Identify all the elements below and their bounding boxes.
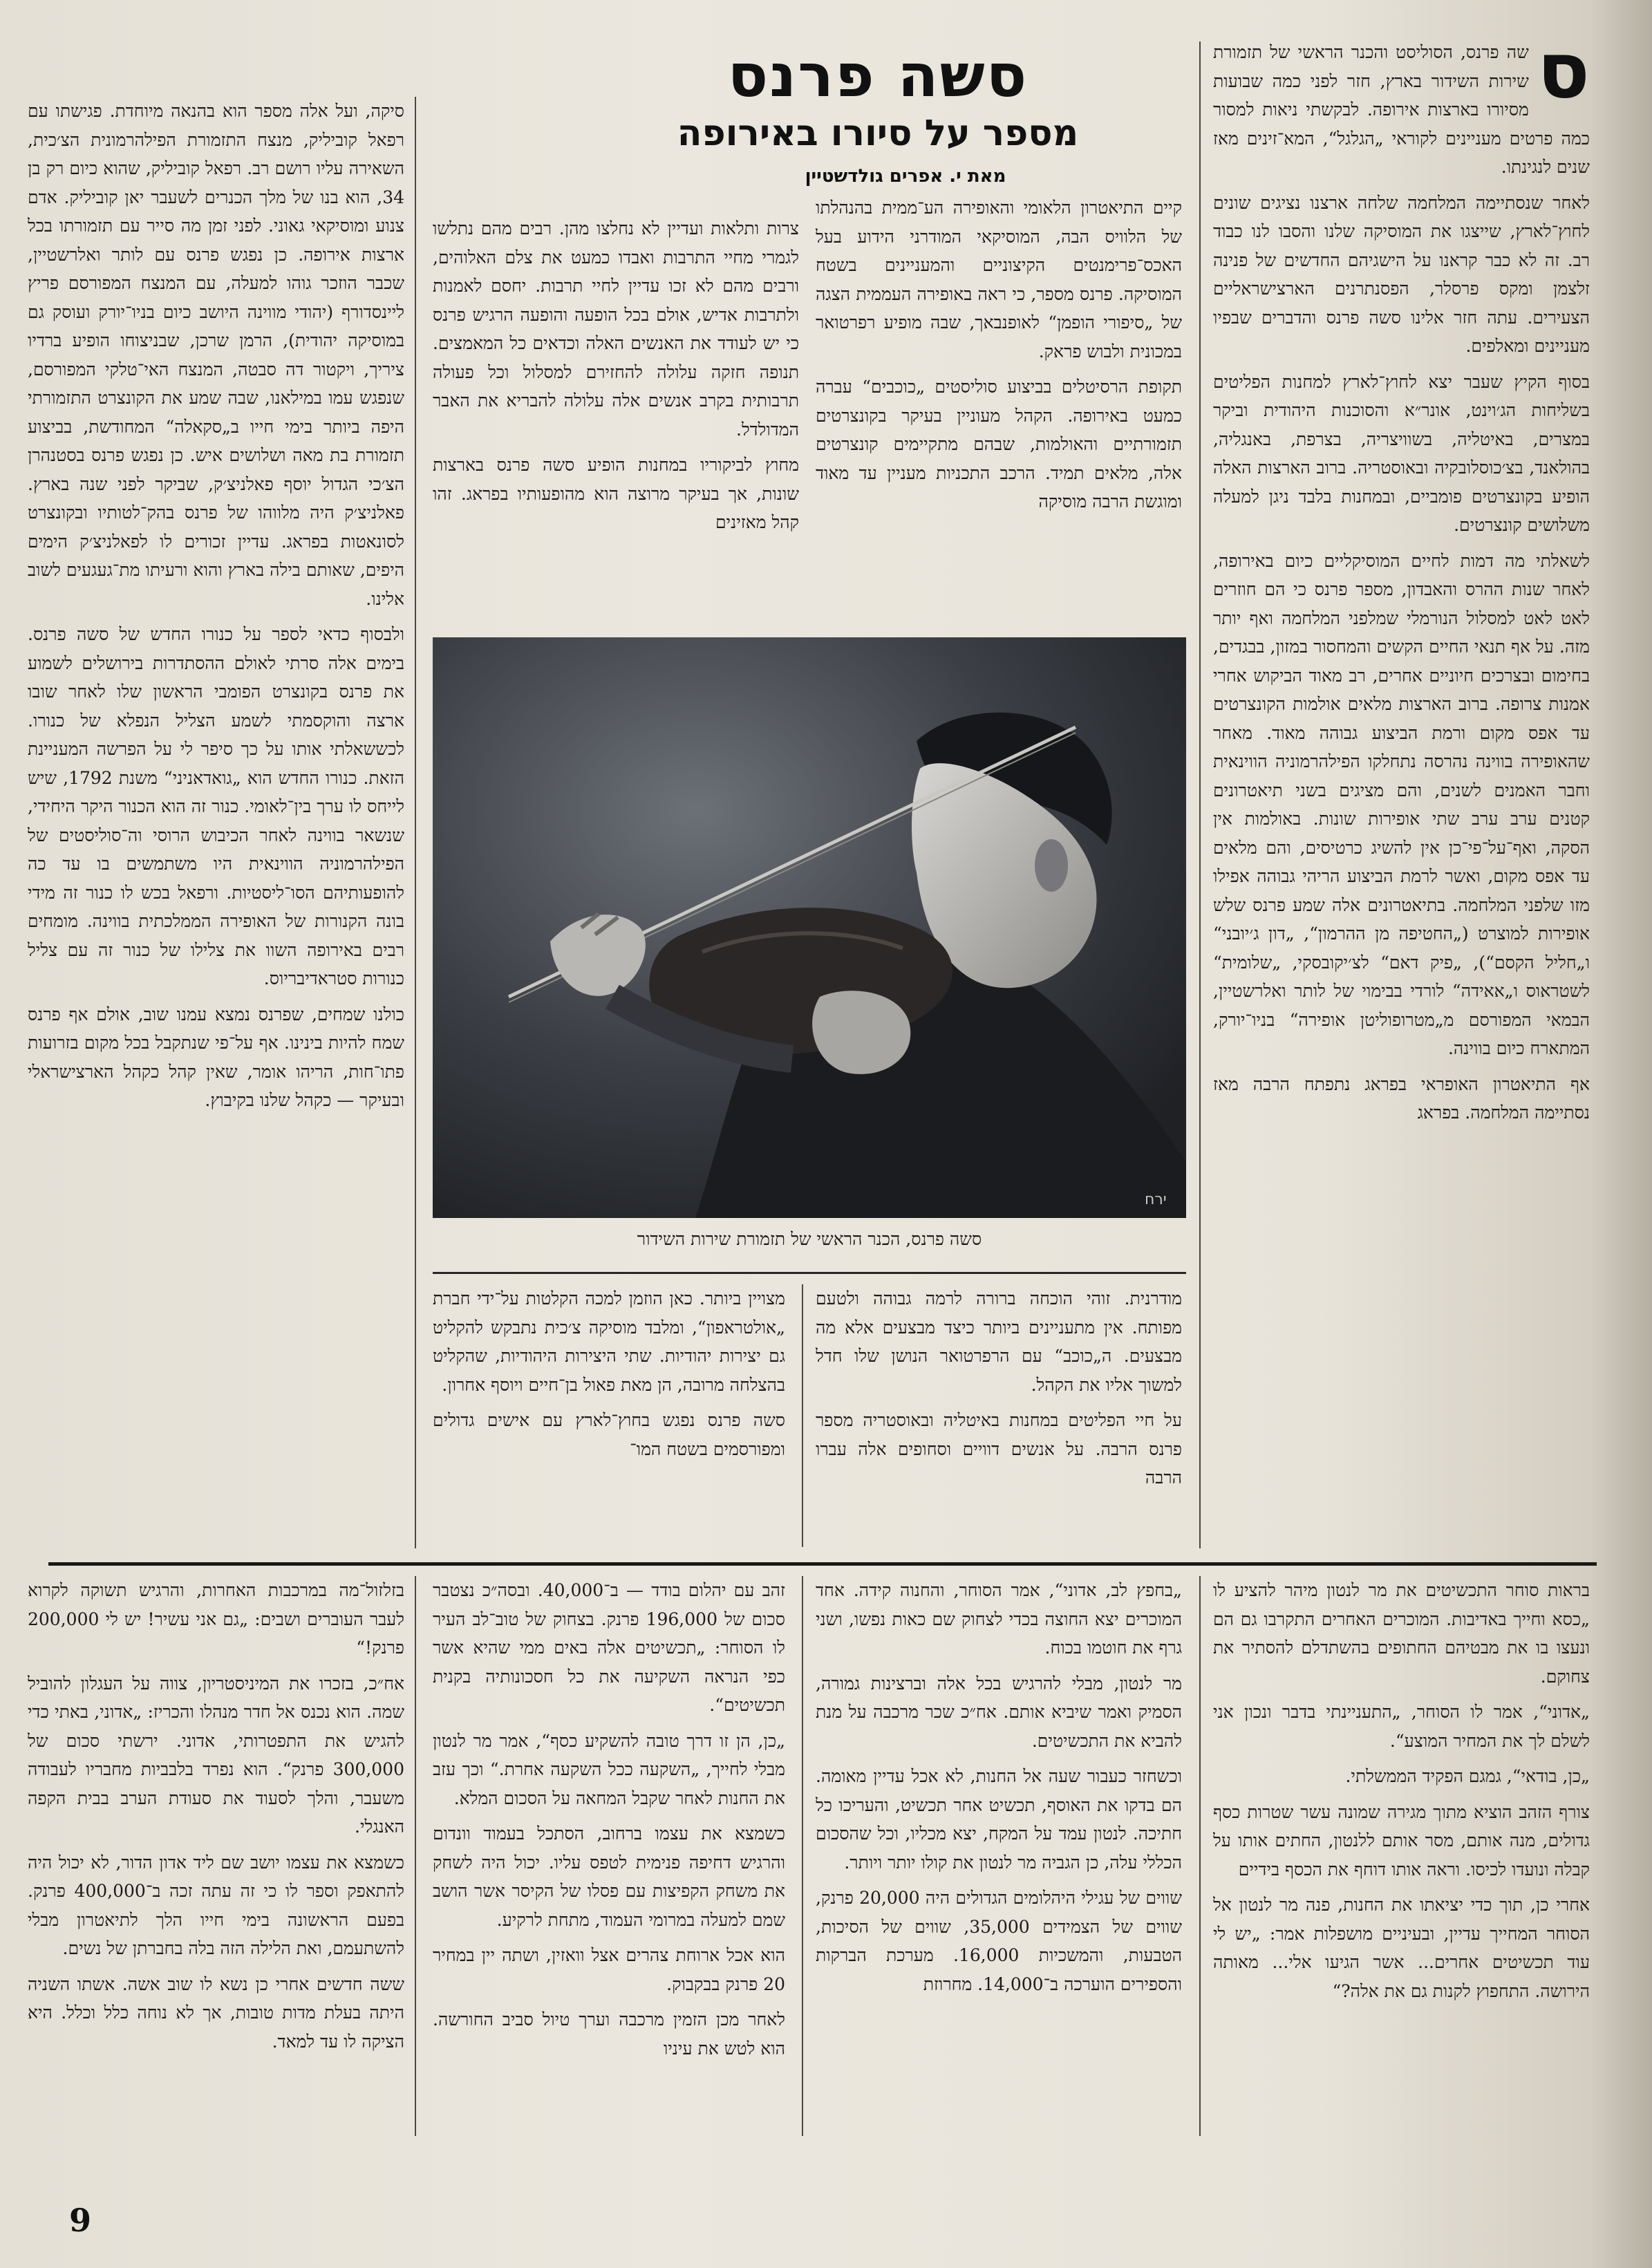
story-column-4 [28,1576,404,2143]
paragraph: בסוף הקיץ שעבר יצא לחוץ־לארץ למחנות הפליטים בשליחות הג׳וינט, אונר״א והסוכנות היהודית וביקר במצרים, באיטליה, בשוויצריה, בצרפת, באנגליה, בהולאנד, בצ׳כוסלובקיה ובאוסטריה. ברוב הארצות האלה הופיע בקונצרטים פומביים, ובמחנות בלבד ניגן למעלה משלושים קונצרטים. [1213,371,1590,535]
column-rule [1199,41,1201,1548]
article-byline: מאת י. אפרים גולדשטיין [805,166,1006,187]
page-number: 9 [69,2202,92,2239]
paragraph: קיים התיאטרון הלאומי והאופירה הע־ממית בהנהלתו של הלוויס הבה, המוסיקאי המודרני הידוע בעל האכס־פרימנטים הקיצוניים והמעניינים בשטח המוסיקה. פרנס מספר, כי ראה באופירה העממית הצגה של „סיפורי הופמן“ לאופנבאך, שבה מופיע רפרטואר במכונית ולבוש פראק. [816,198,1182,362]
paragraph: שה פרנס, הסוליסט והכנר הראשי של תזמורת שירות השידור בארץ, חזר לפני כמה שבועות מסיורו בארצות אירופה. לבקשתי ניאות למסור כמה פרטים מעניינים לקוראי „הגלגל“, המא־זינים מאז שנים לנגינתו. [1213,42,1590,177]
article-column-3 [433,214,799,629]
story-column-1 [1213,1576,1590,2143]
article-headline [581,41,1175,156]
caption-rule [433,1272,1186,1274]
paragraph: זהב עם יהלום בודד — ב־40,000. ובסה״כ נצטבר סכום של 196,000 פרנק. בצחוק של טוב־לב העיר לו הסוחר: „תכשיטים אלה באים ממי שהיא אשר כפי הנראה השקיעה את כל חסכונותיה בקנית תכשיטים“. [433,1580,785,1715]
paragraph: לאחר שנסתיימה המלחמה שלחה ארצנו נציגים שונים לחוץ־לארץ, שייצגו את המוסיקה שלנו והסבו לנו כבוד רב. זה לא כבר קראנו על הישגיהם החדשים של פנינה זלצמן ומקס פרסלר, הפסנתרנים הארצישראליים הצעירים. עתה חזר אלינו סשה פרנס והדברים שבפיו מעניינים ומאלפים. [1213,192,1590,356]
violinist-illustration [433,637,1186,1218]
paragraph: מחוץ לביקוריו במחנות הופיע סשה פרנס בארצות שונות, אך בעיקר מרוצה הוא מהופעותיו בפראג. זהו קהל מאזינים [433,455,799,532]
paragraph: סיקה, ועל אלה מספר הוא בהנאה מיוחדת. פגישתו עם רפאל קוביליק, מנצח התזמורת הפילהרמונית הצ׳כית, השאירה עליו רושם רב. רפאל קוביליק, שהוא כיום רק בן 34, הוא בנו של מלך הכנרים לשעבר יאן קוביליק. אדם צנוע ומוסיקאי גאוני. לפני זמן מה סייר עם תזמורתו בכל ארצות אירופה. כן נפגש פרנס עם לותר ואלרשטיין, שכבר הוזכר גוהו למעלה, עם המנצח המפורסם פריץ ליינסדורף (יהודי מווינה היושב כיום בניו־יורק ועוסק גם במוסיקה יהודית), הרמן שרכן, שבניצוחו הופיע ברדיו ציריך, ויקטור דה סבטה, המנצח האי־טלקי המפורסם, שנפגש עמו במילאנו, שבה שמע את הקונצרט התזמורתי היפה ביותר בימי חייו ב„סקאלה“ המחודשת, בביצוע תזמורת בת מאה ושלושים איש. כן נפגש פרנס בסטנהרן הצ׳כי הגדול יוסף פאלניצ׳ק, שביקר לפני שנה בארץ. פאלניצ׳ק היה מלווהו של פרנס בהק־לטותיו ובקונצרט לסונאטות בפראג. עדיין זכורים לו לפאלניצ׳ק הימים היפים, שאותם בילה בארץ והוא ורעיתו מת־געגעים לשוב אלינו. [28,101,404,609]
article-column-3-lower [433,1284,785,1554]
paragraph: לאחר מכן הזמין מרכבה וערך טיול סביב החורשה. הוא לטש את עיניו [433,2009,785,2059]
article-title: סשה פרנס [727,41,1029,111]
paragraph: אף התיאטרון האופראי בפראג נתפתח הרבה מאז נסתיימה המלחמה. בפראג [1213,1074,1590,1123]
paragraph: לשאלתי מה דמות לחיים המוסיקליים כיום באירופה, לאחר שנות ההרס והאבדון, מספר פרנס כי הם חוזרים לאט לאט למסלול הנורמלי שמלפני המלחמה ואף יותר מזה. על אף תנאי החיים הקשים והמחסור במזון, בבגדים, בחימום ובצרכים חיוניים אחרים, רב מאוד הביקוש אחרי אמנות צרופה. ברוב הארצות מלאים אולמות הקונצרטים עד אפס מקום ורמת הביצוע גבוהה מאוד. מאחר שהאופירה בווינה נהרסה נתחלקו הפילהרמוניה הווינאית וחבר האמנים לשנים, והם מציגים בשני תיאטרונים קטנים ערב ערב שתי אופירות שונות. באולמות אין הסקה, ואף־על־פי־כן אין להשיג כרטיסים, והם מלאים עד אפס מקום, ואשר לרמת הביצוע הריהי גבוהה אפילו מזו שלפני המלחמה. בתיאטרונים אלה שמע פרנס שלש אופירות למוצרט („החטיפה מן ההרמון“, „דון ג׳יובני“ ו„חליל הקסם“), „פיק דאם“ לצ׳יקובסקי, „שלומית“ לשטראוס ו„אאידה“ לורדי בבימוי של לותר ואלרשטיין, הבמאי המפורסם מ„מטרופוליטן אופירה“ בניו־יורק, המתארח כיום בווינה. [1213,550,1590,1058]
column-rule [802,1576,803,2136]
paragraph: צרות ותלאות ועדיין לא נחלצו מהן. רבים מהם נתלשו לגמרי מחיי התרבות ואבדו כמעט את צלם האלוהים, ורבים מהם לא זכו עדיין לחיי תרבות. יחסם לאמנות ולתרבות אדיש, אולם בכל הופעה והופעה הרגיש פרנס כי יש לעודד את האנשים האלה וכדאים כל המאמצים. תנופה חזקה עלולה להחזירם למסלול וכל פעולה תרבותית בקרב אנשים אלה עלולה להבריא את האבר המדולדל. [433,218,799,440]
story-column-2 [816,1576,1182,2143]
paragraph: שווים של עגילי היהלומים הגדולים היה 20,000 פרנק, שווים של הצמידים 35,000, שווים של הסיכות, הטבעות, והמשכיות 16,000. מערכת הברקות והספירים הוערכה ב־14,000. מחרוזת [816,1888,1182,1994]
paragraph: על חיי הפליטים במחנות באיטליה ובאוסטריה מספר פרנס הרבה. על אנשים דוויים וסחופים אלה עברו הרבה [816,1410,1182,1488]
paragraph: הוא אכל ארוחת צהרים אצל וואזין, ושתה יין במחיר 20 פרנק בבקבוק. [433,1945,785,1994]
column-rule [415,97,416,1548]
article-subtitle: מספר על סיורו באירופה [677,113,1079,154]
paragraph: בראות סוחר התכשיטים את מר לנטון מיהר להציע לו „כסא וחייך באדיבות. המוכרים האחרים התקרבו גם הם ונעצו בו את מבטיהם החתופים בהשתדלם להסתיר את צחוקם. [1213,1580,1590,1687]
paragraph: „כן, הן זו דרך טובה להשקיע כסף“, אמר מר לנטון מבלי לחייך, „השקעה ככל השקעה אחרת.“ וכך עזב את החנות לאחר שקבל המחאה על הסכום המלא. [433,1730,785,1808]
paragraph: בזלזול־מה במרכבות האחרות, והרגיש תשוקה לקרוא לעבר העוברים ושבים: „גם אני עשיר! יש לי 200,000 פרנק!“ [28,1580,404,1658]
paragraph: ששה חדשים אחרי כן נשא לו שוב אשה. אשתו השניה היתה בעלת מדות טובות, אך לא נוחה כלל וכלל. היא הציקה לו עד למאד. [28,1974,404,2052]
paragraph: אחרי כן, תוך כדי יציאתו את החנות, פנה מר לנטון אל הסוחר המחייך עדיין, ובעיניים מושפלות אמר: „יש לי עוד תכשיטים אחרים... אשר הגיעו אלי... מאותה הירושה. התחפוץ לקנות גם את אלה?“ [1213,1895,1590,2001]
paragraph: מצויין ביותר. כאן הוזמן למכה הקלטות על־ידי חברת „אולטראפון“, ומלבד מוסיקה צ׳כית נתבקש להקליט גם יצירות יהודיות. שתי היצירות היהודיות, שהקליט בהצלחה מרובה, הן מאת פאול בן־חיים ויוסף אחרון. [433,1288,785,1395]
paragraph: אח״כ, בזכרו את המיניסטריון, צווה על העגלון להוביל שמה. הוא נכנס אל חדר מנהלו והכריז: „אדוני, באתי כדי להגיש את התפטרותי, אדוני. ירשתי סכום של 300,000 פרנק“. הוא נפרד בלבביות מחבריו לעבודה משעבר, והלך לסעוד את סעודת הערב בבית הקפה האנגלי. [28,1673,404,1837]
paragraph: „בחפץ לב, אדוני“, אמר הסוחר, והחנוה קידה. אחד המוכרים יצא החוצה בכדי לצחוק שם כאות נפשו, ושני גרף את חוטמו בכוח. [816,1580,1182,1658]
photo-caption: סשה פרנס, הכנר הראשי של תזמורת שירות השידור [637,1229,982,1249]
paragraph: מודרנית. זוהי הוכחה ברורה לרמה גבוהה ולטעם מפותח. אין מתעניינים ביותר כיצד מבצעים אלא מה מבצעים. ה„כוכב“ עם הרפרטואר הנושן שלו חדל למשוך אליו את הקהל. [816,1288,1182,1395]
photo-credit-mark: ירח [1145,1191,1167,1208]
paragraph: כשמצא את עצמו יושב שם ליד אדון הדור, לא יכול היה להתאפק וספר לו כי זה עתה זכה ב־400,000 פרנק. בפעם הראשונה בימי חייו הלך לתיאטרון מבלי להשתעמם, ואת הלילה הזה בלה בחברתן של נשים. [28,1852,404,1958]
section-divider [48,1562,1597,1566]
column-rule [802,1284,803,1547]
story-column-3 [433,1576,785,2143]
column-rule [1199,1576,1201,2136]
article-column-4 [28,97,404,1548]
drop-cap: ס [1537,38,1590,116]
paragraph: צורף הזהב הוציא מתוך מגירה שמונה עשר שטרות כסף גדולים, מנה אותם, מסר אותם ללנטון, החתים אותו על קבלה ונועדו לכיסו. וראה אותו דוחף את הכסף בידיים [1213,1801,1590,1880]
paragraph: מר לנטון, מבלי להרגיש בכל אלה וברצינות גמורה, הסמיק ואמר שיביא אותם. אח״כ שכר מרכבה על מנת להביא את התכשיטים. [816,1673,1182,1751]
paragraph: תקופת הרסיטלים בביצוע סוליסטים „כוכבים“ עברה כמעט באירופה. הקהל מעוניין בעיקר בקונצרטים תזמורתיים והאולמות, שבהם מתקיימים קונצרטים אלה, מלאים תמיד. הרכב התכניות מעניין עד מאוד ומוגשת הרבה מוסיקה [816,377,1182,512]
column-rule [415,1576,416,2136]
paragraph: וכשחזר כעבור שעה אל החנות, לא אכל עדיין מאומה. הם בדקו את האוסף, תכשיט אחר תכשיט, והעריכו כל חתיכה. לנטון עמד על המקח, יצא מכליו, וכל שהסכום הכללי עלה, כן הגביה מר לנטון את קולו יותר ויותר. [816,1766,1182,1873]
violinist-photo [433,637,1186,1218]
article-column-1 [1213,38,1590,1552]
article-column-2 [816,194,1182,629]
paragraph: סשה פרנס נפגש בחוץ־לארץ עם אישים גדולים ומפורסמים בשטח המו־ [433,1410,785,1459]
paragraph: „כן, בודאי“, גמגם הפקיד הממשלתי. [1345,1766,1590,1786]
paragraph: כולנו שמחים, שפרנס נמצא עמנו שוב, אולם אף פרנס שמח להיות בינינו. אף על־פי שנתקבל בכל מקום בזרועות פתו־חות, הריהו אומר, שאין קהל כקהל הארצישראלי ובעיקר — כקהל שלנו בקיבוץ. [28,1004,404,1110]
article-column-2-lower [816,1284,1182,1554]
paragraph: ולבסוף כדאי לספר על כנורו החדש של סשה פרנס. בימים אלה סרתי לאולם ההסתדרות בירושלים לשמוע את פרנס בקונצרט הפומבי הראשון שלו לאחר שובו ארצה והוקסמתי לשמע הצליל הנפלא של כנורו. לכששאלתי אותו על כך סיפר לי על הפרשה המעניינת הזאת. כנורו החדש הוא „גואדאניני“ משנת 1792, שיש לייחס לו ערך בין־לאומי. כנור זה הוא הכנור היקר היחידי, שנשאר בווינה לאחר הכיבוש הרוסי וה־סוליסטים של הפילהרמוניה הווינאית היו משתמשים בו עד כה להופעותיהם הסו־ליסטיות. ורפאל בכש לו כנור זה מידי בונה הקנורות של האופירה הממלכתית בווינה. מומחים רבים באירופה השוו את צלילו של כנור זה עם צליל כנורות סטראדיבריוס. [28,624,404,988]
paragraph: כשמצא את עצמו ברחוב, הסתכל בעמוד וונדום והרגיש דחיפה פנימית לטפס עליו. יכול היה לשחק את משחק הקפיצות עם פסלו של הקיסר אשר הושב שמם למעלה במרומי העמוד, מתחת לרקיע. [433,1824,785,1930]
paragraph: „אדוני“, אמר לו הסוחר, „התעניינתי בדבר ונכון אני לשלם לך את המחיר המוצע“. [1213,1702,1590,1751]
